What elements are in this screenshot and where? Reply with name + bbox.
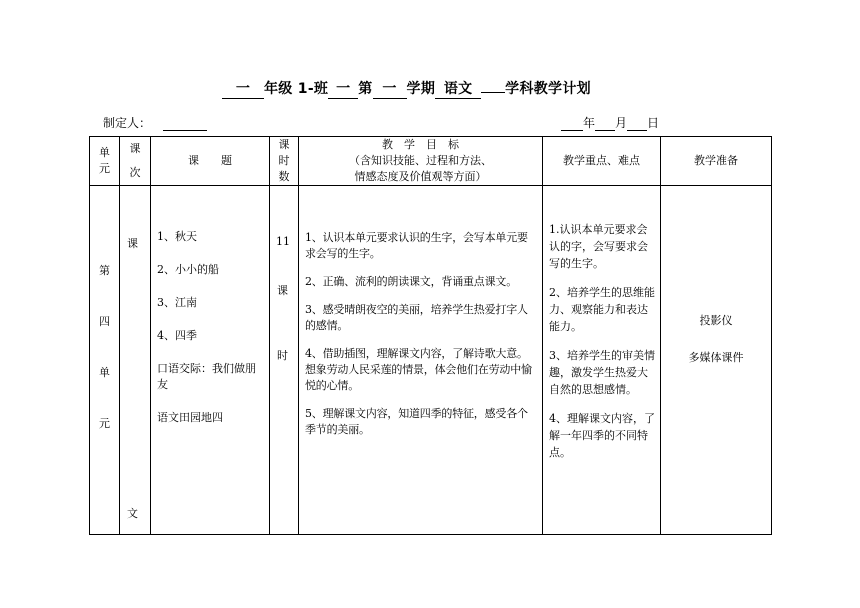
header-unit: 单 元 xyxy=(90,137,120,186)
xueqi-label: 学期 xyxy=(406,81,436,97)
topic-item: 1、秋天 xyxy=(157,230,197,243)
hours-value: 11 xyxy=(276,235,290,248)
day-blank xyxy=(627,118,647,131)
date-line xyxy=(561,114,659,131)
preparation-cell xyxy=(661,186,772,535)
unit-char: 元 xyxy=(99,416,110,430)
key-point-item: 1.认识本单元要求会认的字，会写要求会写的生字。 xyxy=(549,223,648,270)
term-no-blank: 一 xyxy=(373,81,407,99)
lesson-type-top: 课 xyxy=(127,237,138,250)
month-blank xyxy=(595,118,615,131)
hours-char: 课 xyxy=(277,284,288,297)
month-label: 月 xyxy=(615,116,628,130)
key-point-item: 4、理解课文内容，了解一年四季的不同特点。 xyxy=(549,412,655,459)
grade-suffix: 年级 1-班 xyxy=(264,81,329,97)
unit-char: 四 xyxy=(99,314,110,328)
header-row xyxy=(90,137,772,186)
subject-gap xyxy=(481,92,505,93)
goal-item: 2、正确、流利的朗读课文，背诵重点课文。 xyxy=(305,275,517,288)
lesson-type-cell xyxy=(120,186,151,535)
hours-char: 时 xyxy=(277,349,288,362)
year-blank xyxy=(561,118,583,131)
unit-cell xyxy=(90,186,120,535)
hours-cell xyxy=(270,186,299,535)
topic-item: 语文田园地四 xyxy=(157,411,223,424)
day-label: 日 xyxy=(647,116,660,130)
unit-char: 单 xyxy=(99,365,110,379)
title-tail: 学科教学计划 xyxy=(505,81,591,97)
topic-item: 口语交际：我们做朋友 xyxy=(157,362,256,391)
goal-item: 1、认识本单元要求认识的生字，会写本单元要求会写的生字。 xyxy=(305,231,528,260)
header-key-points: 教学重点、难点 xyxy=(543,137,661,186)
maker-label: 制定人： xyxy=(103,116,152,130)
term-blank: 一 xyxy=(328,81,358,99)
goal-item: 4、借助插图，理解课文内容，了解诗歌大意。想象劳动人民采莲的情景，体会他们在劳动中愉悦的心情。 xyxy=(305,347,532,392)
topic-item: 3、江南 xyxy=(157,296,197,309)
goals-cell xyxy=(299,186,543,535)
topic-item: 2、小小的船 xyxy=(157,263,219,276)
goal-item: 5、理解课文内容，知道四季的特征，感受各个季节的美丽。 xyxy=(305,407,528,436)
unit-char: 第 xyxy=(99,263,110,277)
maker-blank xyxy=(163,118,207,131)
plan-table xyxy=(89,136,772,535)
di-label: 第 xyxy=(358,81,373,97)
year-label: 年 xyxy=(583,116,596,130)
topic-item: 4、四季 xyxy=(157,329,197,342)
grade-blank: 一 xyxy=(222,81,264,99)
header-class-hours: 课 时 数 xyxy=(270,137,299,186)
header-topic: 课 题 xyxy=(151,137,270,186)
key-points-cell xyxy=(543,186,661,535)
header-goals: 教 学 目 标 （含知识技能、过程和方法、 情感态度及价值观等方面） xyxy=(299,137,543,186)
preparation-item: 投影仪 xyxy=(699,314,733,327)
header-preparation: 教学准备 xyxy=(661,137,772,186)
preparation-item: 多媒体课件 xyxy=(688,351,744,364)
header-lesson-count: 课 次 xyxy=(120,137,151,186)
topics-cell xyxy=(151,186,270,535)
lesson-type-bottom: 文 xyxy=(127,507,138,520)
goal-item: 3、感受晴朗夜空的美丽，培养学生热爱打字人的感情。 xyxy=(305,303,528,332)
maker-line xyxy=(103,114,207,131)
subject-blank: 语文 xyxy=(435,81,481,99)
key-point-item: 2、培养学生的思维能力、观察能力和表达能力。 xyxy=(549,286,655,333)
document-title xyxy=(222,78,591,99)
key-point-item: 3、培养学生的审美情趣，激发学生热爱大自然的思想感情。 xyxy=(549,349,655,396)
unit-row xyxy=(90,186,772,535)
